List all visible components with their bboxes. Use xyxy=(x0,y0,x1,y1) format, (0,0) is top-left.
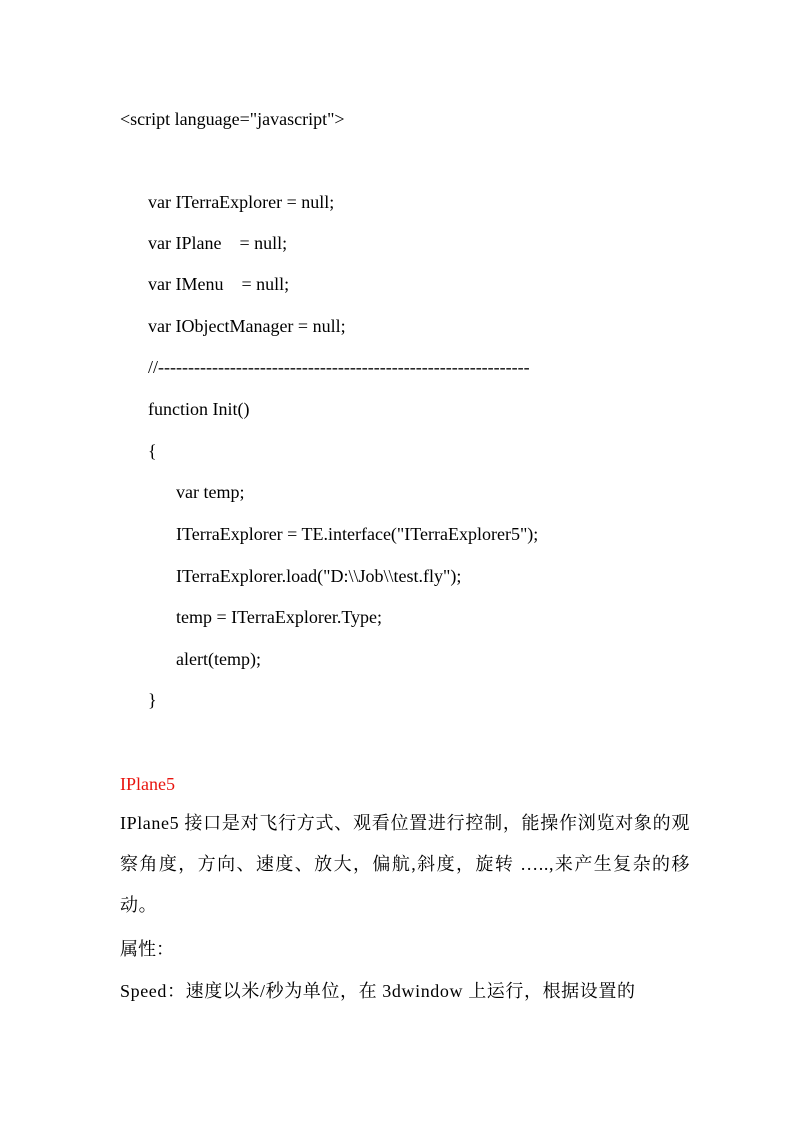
code-function-declaration: function Init() xyxy=(148,399,250,419)
code-line-var-menu: var IMenu = null; xyxy=(148,274,290,294)
section-heading: IPlane5 xyxy=(120,774,175,794)
code-line-alert: alert(temp); xyxy=(176,649,261,669)
code-line-type: temp = ITerraExplorer.Type; xyxy=(176,607,383,627)
code-comment-separator: //-------------------------------------------------------------- xyxy=(148,357,530,377)
code-line-var-objectmanager: var IObjectManager = null; xyxy=(148,316,346,336)
script-open-tag: <script language="javascript"> xyxy=(120,109,345,129)
code-line-var-plane: var IPlane = null; xyxy=(148,233,288,253)
code-line-interface: ITerraExplorer = TE.interface("ITerraExplorer5"); xyxy=(176,524,539,544)
code-line-var-terraexplorer: var ITerraExplorer = null; xyxy=(148,192,335,212)
code-line-var-temp: var temp; xyxy=(176,482,245,502)
code-brace-close: } xyxy=(148,690,157,710)
section-description: IPlane5 接口是对飞行方式、观看位置进行控制，能操作浏览对象的观察角度，方向、速度、放大，偏航,斜度，旋转 …..,来产生复杂的移动。 xyxy=(120,813,690,915)
code-brace-open: { xyxy=(148,441,157,461)
speed-property-line: Speed：速度以米/秒为单位，在 3dwindow 上运行，根据设置的 xyxy=(120,981,636,1001)
code-line-load: ITerraExplorer.load("D:\\Job\\test.fly"); xyxy=(176,566,462,586)
properties-label: 属性： xyxy=(120,939,174,959)
